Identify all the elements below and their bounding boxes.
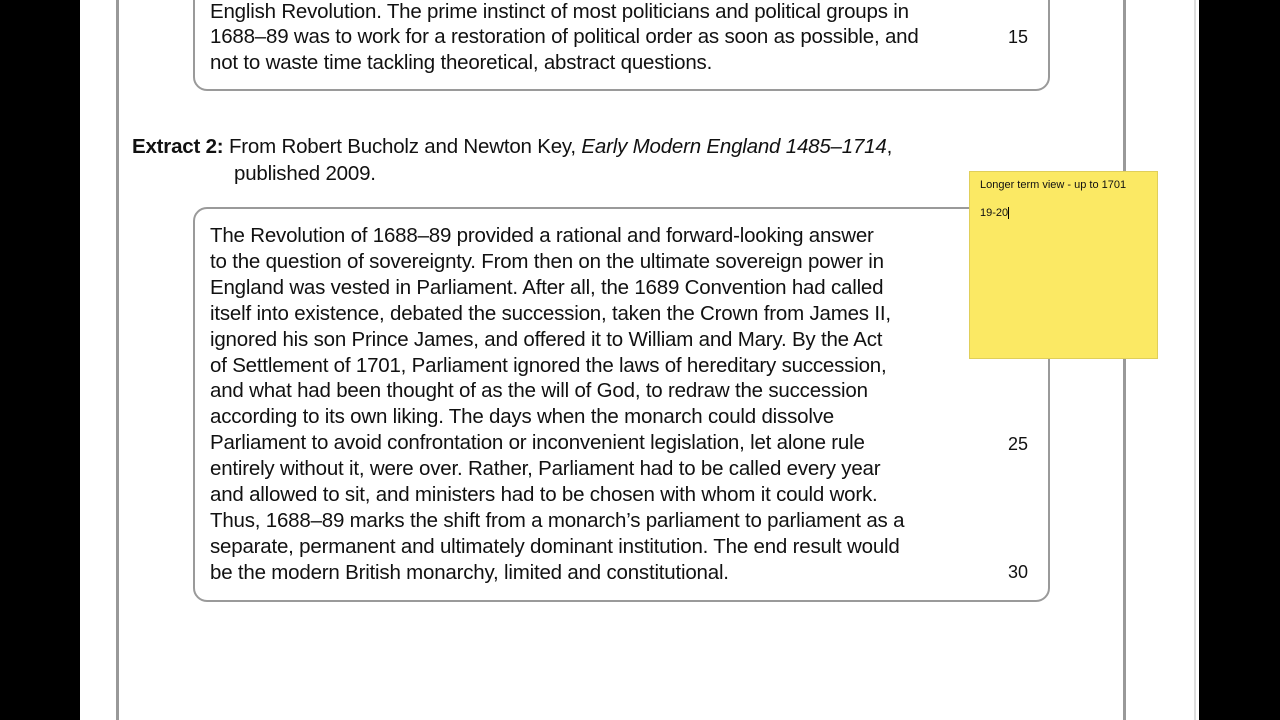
extract2-line: according to its own liking. The days when the monarch could dissolve	[210, 405, 834, 429]
extract2-line: and allowed to sit, and ministers had to be chosen with whom it could work.	[210, 483, 878, 506]
left-black-border	[0, 0, 80, 720]
extract2-title: Early Modern England 1485–1714	[581, 135, 887, 158]
scrollbar-track[interactable]	[1194, 0, 1196, 720]
right-black-border	[1199, 0, 1280, 720]
extract1-line: English Revolution. The prime instinct of most politicians and political groups in	[210, 0, 909, 23]
sticky-note[interactable]	[969, 171, 1158, 359]
extract2-line: and what had been thought of as the will of God, to redraw the succession	[210, 379, 868, 403]
extract1-line: not to waste time tackling theoretical, abstract questions.	[210, 51, 713, 74]
extract2-source-line2: published 2009.	[234, 162, 376, 185]
extract2-line: The Revolution of 1688–89 provided a rational and forward-looking answer	[210, 224, 874, 247]
extract2-line: entirely without it, were over. Rather, Parliament had to be called every year	[210, 457, 881, 481]
extract1-line: 1688–89 was to work for a restoration of political order as soon as possible, and	[210, 25, 919, 48]
line-number: 25	[1008, 434, 1029, 454]
extract2-line: of Settlement of 1701, Parliament ignored the laws of hereditary succession,	[210, 353, 887, 377]
sticky-note-text: 19-20	[980, 207, 1009, 219]
page-left-edge	[116, 0, 119, 720]
extract2-source: From Robert Bucholz and Newton Key,	[228, 135, 576, 158]
sticky-note-text: Longer term view - up to 1701	[980, 179, 1127, 191]
page-right-edge	[1123, 0, 1126, 720]
extract2-line: Thus, 1688–89 marks the shift from a monarch’s parliament to parliament as a	[210, 508, 905, 532]
extract2-line: to the question of sovereignty. From then on the ultimate sovereign power in	[210, 249, 884, 273]
comma: ,	[886, 135, 893, 158]
extract2-line: ignored his son Prince James, and offered it to William and Mary. By the Act	[210, 327, 883, 351]
line-number: 30	[1008, 562, 1029, 582]
extract2-line: itself into existence, debated the succession, taken the Crown from James II,	[210, 301, 891, 325]
text-caret	[1008, 207, 1009, 219]
extract2-line: Parliament to avoid confrontation or inconvenient legislation, let alone rule	[210, 431, 865, 455]
extract2-label: Extract 2:	[132, 135, 224, 158]
extract2-line: be the modern British monarchy, limited and constitutional.	[210, 560, 729, 584]
extract2-line: separate, permanent and ultimately dominant institution. The end result would	[210, 534, 900, 558]
extract2-heading	[132, 135, 892, 159]
extract2-line: England was vested in Parliament. After all, the 1689 Convention had called	[210, 275, 884, 299]
line-number: 15	[1008, 27, 1029, 47]
